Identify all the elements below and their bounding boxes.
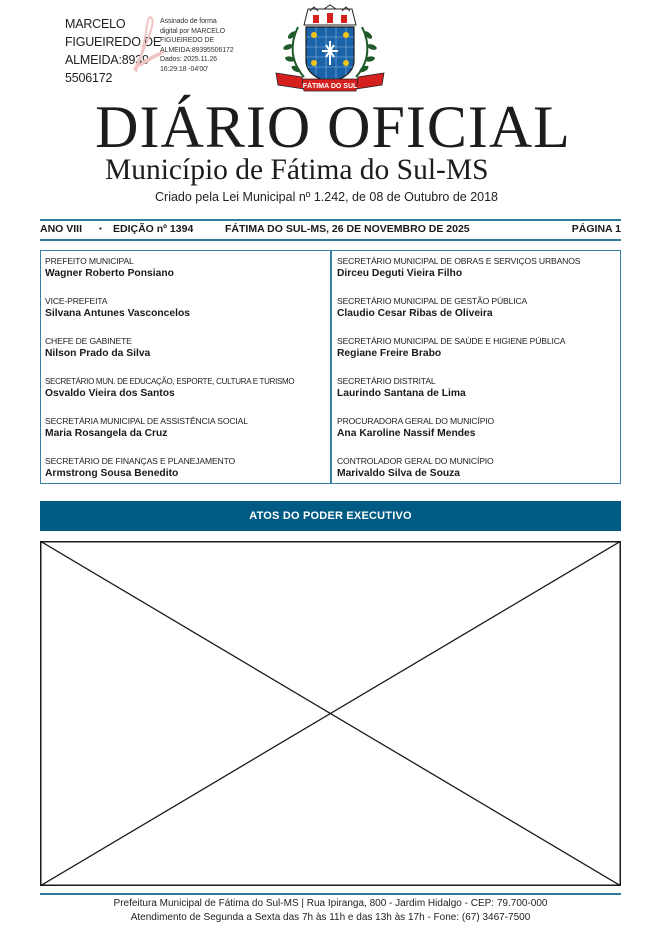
footer-rule	[40, 893, 621, 895]
newspaper-title: DIÁRIO OFICIAL	[95, 94, 571, 160]
official-role: PROCURADORA GERAL DO MUNICÍPIO	[337, 416, 495, 426]
officials-right-column	[337, 256, 617, 496]
signature-name-line: MARCELO	[65, 17, 126, 31]
official-name: Dirceu Deguti Vieira Filho	[337, 268, 463, 279]
column-divider	[330, 251, 332, 483]
official-role: SECRETÁRIO MUNICIPAL DE GESTÃO PÚBLICA	[337, 296, 528, 306]
official-role: SECRETÁRIA MUNICIPAL DE ASSISTÊNCIA SOCIAL	[45, 416, 248, 426]
official-entry	[45, 416, 327, 456]
official-entry	[337, 336, 617, 376]
signature-detail-line: 16:29:18 -04'00'	[160, 65, 209, 73]
municipality-subtitle: Município de Fátima do Sul-MS	[105, 154, 489, 186]
official-name: Nilson Prado da Silva	[45, 348, 151, 359]
footer-address: Prefeitura Municipal de Fátima do Sul-MS | Rua Ipiranga, 800 - Jardim Hidalgo - CEP: 79.700-000	[113, 898, 548, 909]
official-name: Silvana Antunes Vasconcelos	[45, 308, 190, 319]
crest-ribbon-text: FÁTIMA DO SUL	[302, 83, 358, 90]
edition-meta-bar	[40, 223, 621, 237]
signature-name-line: ALMEIDA:8939	[65, 53, 149, 67]
official-role: CONTROLADOR GERAL DO MUNICÍPIO	[337, 456, 494, 466]
signature-name-line: FIGUEIREDO DE	[65, 35, 162, 49]
creation-law-note: Criado pela Lei Municipal nº 1.242, de 08 de Outubro de 2018	[155, 190, 498, 204]
signature-detail-line: Dados: 2025.11.26	[160, 56, 217, 63]
official-role: SECRETÁRIO DISTRITAL	[337, 376, 436, 386]
official-entry	[45, 336, 327, 376]
official-name: Claudio Cesar Ribas de Oliveira	[337, 308, 493, 319]
official-role: SECRETÁRIO MUNICIPAL DE OBRAS E SERVIÇOS URBANOS	[337, 256, 581, 266]
year-label: ANO VIII	[40, 223, 83, 235]
page-number: PÁGINA 1	[571, 223, 621, 235]
official-role: VICE-PREFEITA	[45, 296, 108, 306]
official-role: SECRETÁRIO MUN. DE EDUCAÇÃO, ESPORTE, CULTURA E TURISMO	[45, 377, 295, 386]
signature-detail-line: FIGUEIREDO DE	[160, 37, 214, 44]
official-entry	[337, 296, 617, 336]
official-role: SECRETÁRIO DE FINANÇAS E PLANEJAMENTO	[45, 456, 236, 466]
official-entry	[45, 296, 327, 336]
official-entry	[337, 456, 617, 496]
coat-of-arms-icon	[268, 3, 392, 95]
official-entry	[337, 416, 617, 456]
official-name: Wagner Roberto Ponsiano	[45, 268, 174, 279]
official-entry	[337, 376, 617, 416]
official-name: Maria Rosangela da Cruz	[45, 428, 168, 439]
place-and-date: FÁTIMA DO SUL-MS, 26 DE NOVEMBRO DE 2025	[225, 223, 470, 235]
officials-left-column	[45, 256, 327, 496]
official-role: CHEFE DE GABINETE	[45, 336, 132, 346]
official-entry	[45, 376, 327, 416]
meta-top-rule	[40, 219, 621, 221]
edition-number: EDIÇÃO nº 1394	[113, 223, 194, 235]
image-placeholder-icon	[40, 541, 621, 886]
meta-bottom-rule	[40, 239, 621, 241]
signature-name-line: 5506172	[65, 71, 113, 85]
official-name: Regiane Freire Brabo	[337, 348, 442, 359]
official-entry	[45, 256, 327, 296]
official-role: SECRETÁRIO MUNICIPAL DE SAÚDE E HIGIENE PÚBLICA	[337, 336, 566, 346]
official-entry	[337, 256, 617, 296]
footer-contact	[0, 897, 661, 924]
official-name: Ana Karoline Nassif Mendes	[337, 428, 476, 439]
official-name: Marivaldo Silva de Souza	[337, 468, 461, 479]
official-name: Laurindo Santana de Lima	[337, 388, 466, 399]
digital-signature-details	[160, 17, 234, 74]
officials-directory	[40, 250, 621, 484]
official-name: Osvaldo Vieira dos Santos	[45, 388, 175, 399]
signature-detail-line: ALMEIDA:89395506172	[160, 46, 234, 54]
section-header-executive-acts: ATOS DO PODER EXECUTIVO	[40, 501, 621, 531]
signature-detail-line: Assinado de forma	[160, 18, 217, 25]
footer-hours-phone: Atendimento de Segunda a Sexta das 7h às 11h e das 13h às 17h - Fone: (67) 3467-7500	[130, 911, 531, 923]
signature-detail-line: digital por MARCELO	[160, 27, 226, 35]
official-name: Armstrong Sousa Benedito	[45, 468, 179, 479]
official-role: PREFEITO MUNICIPAL	[45, 256, 134, 266]
official-entry	[45, 456, 327, 496]
separator-bullet: ▪	[99, 224, 102, 233]
